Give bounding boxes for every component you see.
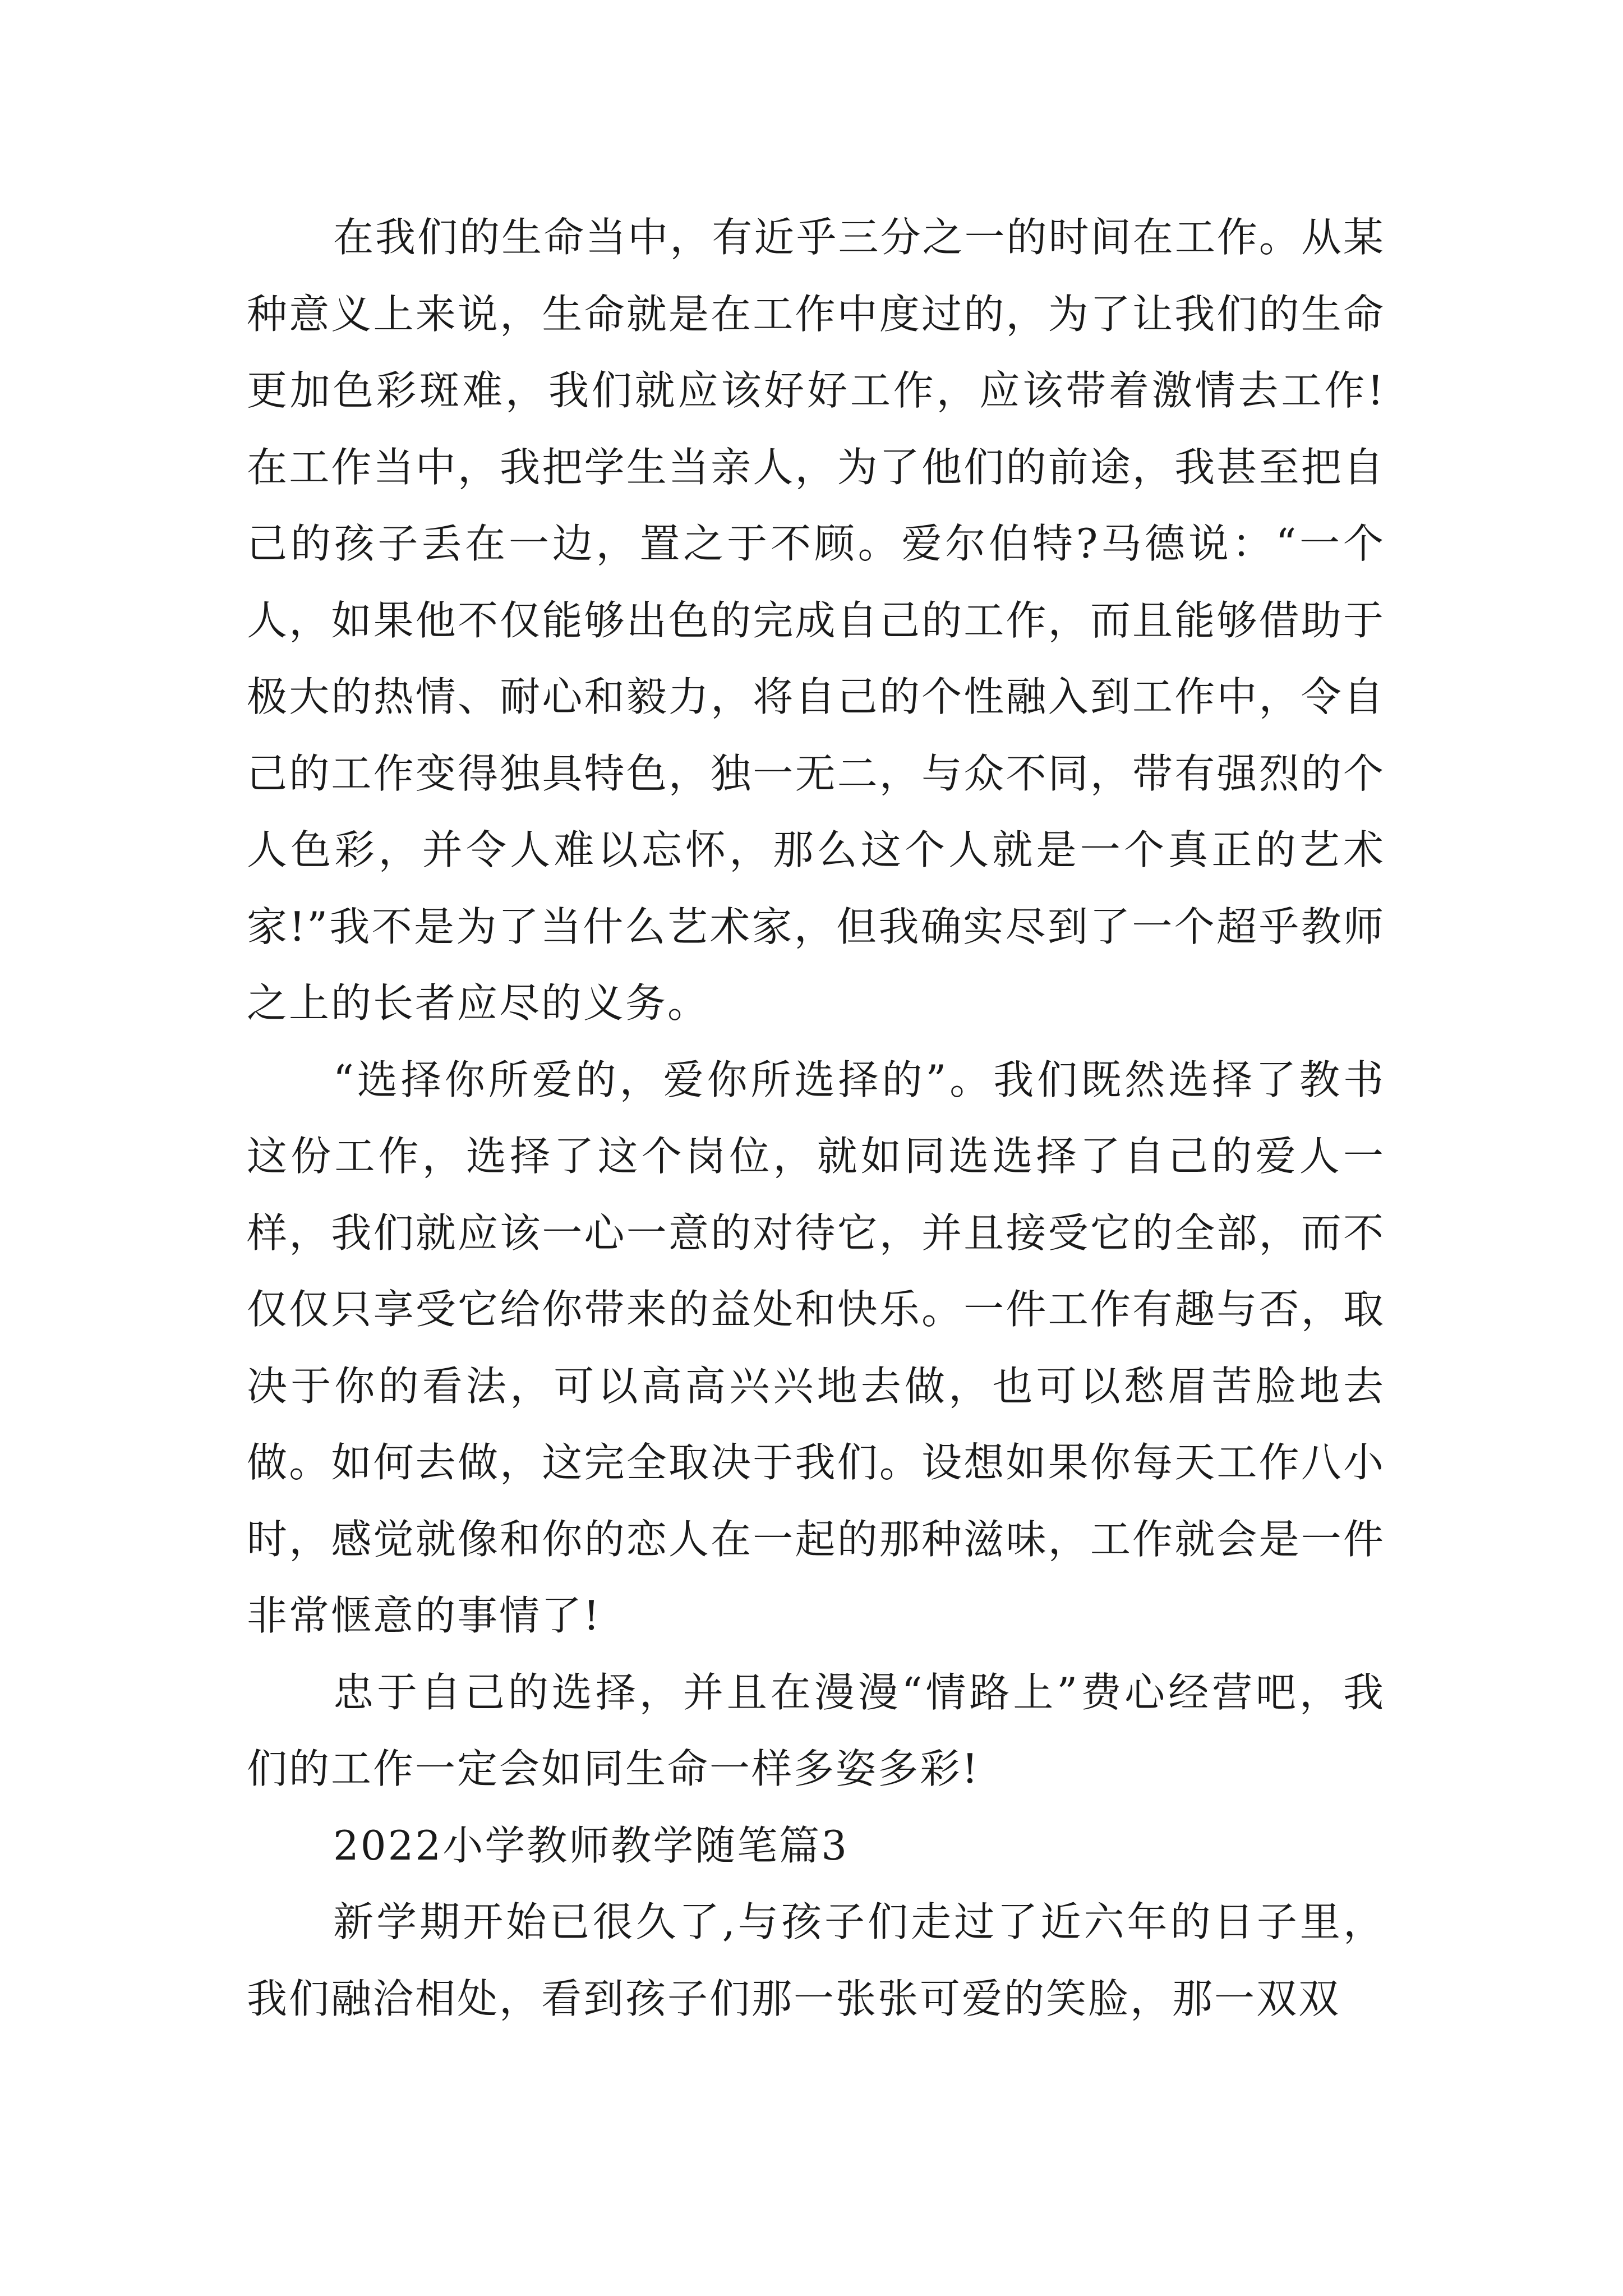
paragraph-1: 在我们的生命当中，有近乎三分之一的时间在工作。从某种意义上来说，生命就是在工作中度过的，为了让我们的生命更加色彩斑难，我们就应该好好工作，应该带着激情去工作!在工作当中，我把学生当亲人，为了他们的前途，我甚至把自己的孩子丢在一边，置之于不顾。爱尔伯特?马德说：“一个人，如果他不仅能够出色的完成自己的工作，而且能够借助于极大的热情、耐心和毅力，将自己的个性融入到工作中，令自己的工作变得独具特色，独一无二，与众不同，带有强烈的个人色彩，并令人难以忘怀，那么这个人就是一个真正的艺术家!”我不是为了当什么艺术家，但我确实尽到了一个超乎教师之上的长者应尽的义务。: [247, 214, 1385, 1027]
section-heading: 2022小学教师教学随笔篇3: [333, 1821, 849, 1869]
paragraph-4: 新学期开始已很久了,与孩子们走过了近六年的日子里，我们融洽相处，看到孩子们那一张张可爱的笑脸，那一双双: [247, 1898, 1385, 2022]
document-body: [247, 199, 1385, 2037]
paragraph-3: 忠于自己的选择，并且在漫漫“情路上”费心经营吧，我们的工作一定会如同生命一样多姿多彩!: [247, 1668, 1385, 1792]
paragraph-2: “选择你所爱的，爱你所选择的”。我们既然选择了教书这份工作，选择了这个岗位，就如同选选择了自己的爱人一样，我们就应该一心一意的对待它，并且接受它的全部，而不仅仅只享受它给你带来的益处和快乐。一件工作有趣与否，取决于你的看法，可以高高兴兴地去做，也可以愁眉苦脸地去做。如何去做，这完全取决于我们。设想如果你每天工作八小时，感觉就像和你的恋人在一起的那种滋味，工作就会是一件非常惬意的事情了!: [247, 1056, 1385, 1639]
